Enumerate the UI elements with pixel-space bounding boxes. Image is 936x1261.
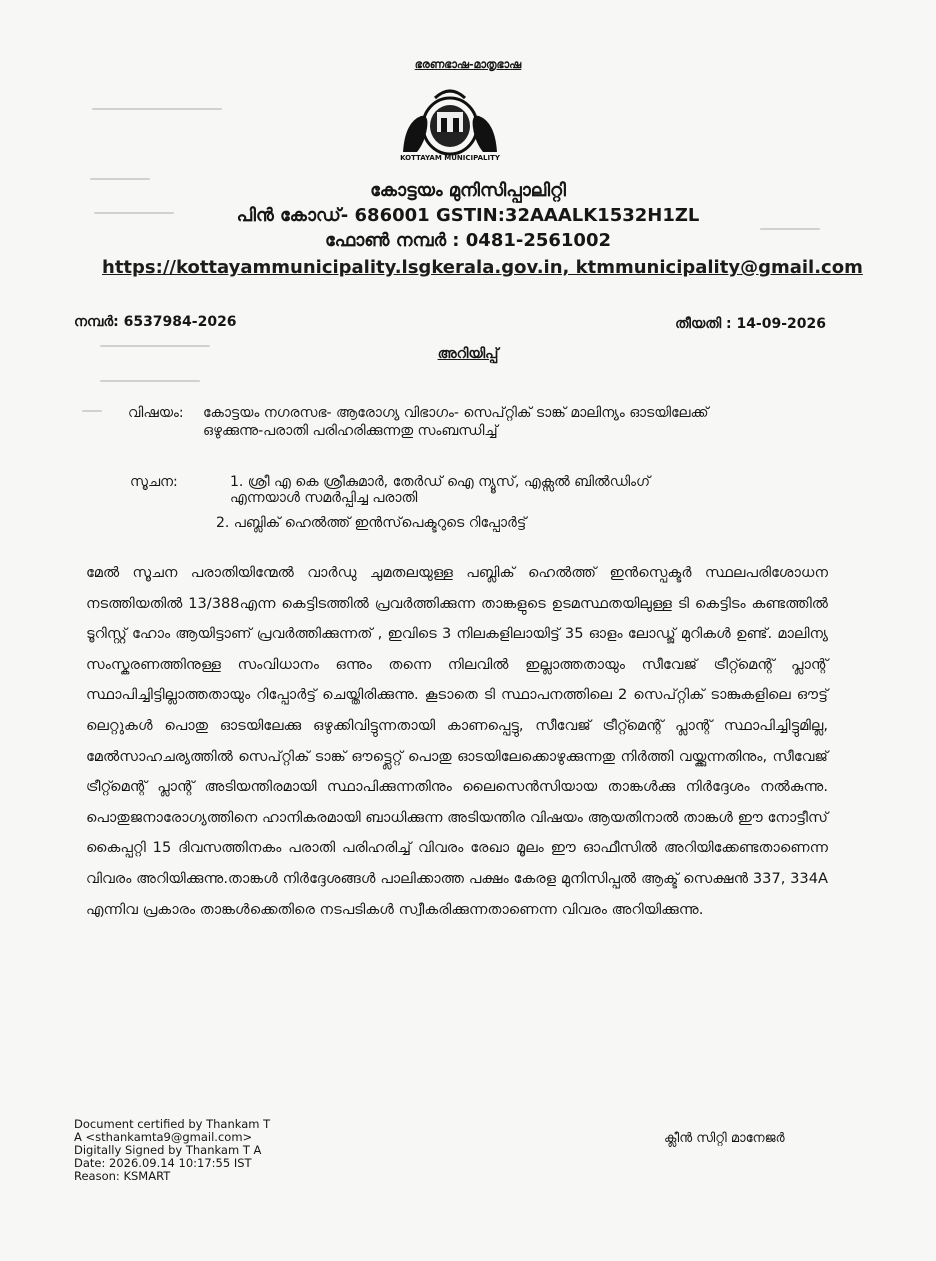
cert-line: Document certified by Thankam T <box>74 1117 271 1131</box>
notice-body: മേൽ സൂചന പരാതിയിന്മേൽ വാർഡു ചുമതലയുള്ള പബ്ലിക് ഹെൽത്ത് ഇൻസ്പെക്ടർ സ്ഥലപരിശോധന നടത്തിയതിൽ 13/388എന്ന കെട്ടിടത്തിൽ പ്രവർത്തിക്കുന്ന താങ്കളുടെ ഉടമസ്ഥതയിലുള്ള ടി കെട്ടിടം കണ്ടത്തിൽ ടൂറിസ്റ്റ് ഹോം ആയിട്ടാണ് പ്രവർത്തിക്കുന്നത് , ഇവിടെ 3 നിലകളിലായിട്ട് 35 ഓളം ലോഡ്ജ് മുറികൾ ഉണ്ട്. മാലിന്യ സംസ്കരണത്തിനുള്ള സംവിധാനം ഒന്നും തന്നെ നിലവിൽ ഇല്ലാത്തതായും സീവേജ് ട്രീറ്റ്മെന്റ് പ്ലാന്റ് സ്ഥാപിച്ചിട്ടില്ലാത്തതായും റിപ്പോർട്ട് ചെയ്തിരിക്കുന്നു. കൂടാതെ ടി സ്ഥാപനത്തിലെ 2 സെപ്റ്റിക് ടാങ്കുകളിലെ ഔട്ട് ലെറ്റുകൾ പൊതു ഓടയിലേക്കു ഒഴുക്കിവിട്ടുന്നതായി കാണപ്പെട്ടു, സീവേജ് ട്രീറ്റ്മെന്റ് പ്ലാന്റ് സ്ഥാപിച്ചിട്ടുമില്ല, മേൽസാഹചര്യത്തിൽ സെപ്റ്റിക് ടാങ്ക് ഔട്ട്ലെറ്റ് പൊതു ഓടയിലേക്കൊഴുക്കുന്നതു നിർത്തി വയ്ക്കുന്നതിനും, സീവേജ് ട്രീറ്റ്മെന്റ് പ്ലാന്റ് അടിയന്തിരമായി സ്ഥാപിക്കുന്നതിനും ലൈസെൻസിയായ താങ്കൾക്കു നിർദ്ദേശം നൽകുന്നു. പൊതുജനാരോഗ്യത്തിനെ ഹാനികരമായി ബാധിക്കുന്ന അടിയന്തിര വിഷയം ആയതിനാൽ താങ്കൾ ഈ നോട്ടീസ് കൈപ്പറ്റി 15 ദിവസത്തിനകം പരാതി പരിഹരിച്ച് വിവരം രേഖാ മൂലം ഈ ഓഫീസിൽ അറിയിക്കേണ്ടതാണെന്ന വിവരം അറിയിക്കുന്നു.താങ്കൾ നിർദ്ദേശങ്ങൾ പാലിക്കാത്ത പക്ഷം കേരള മുനിസിപ്പൽ ആക്ട് സെക്ഷൻ 337, 334A എന്നിവ പ്രകാരം താങ്കൾക്കെതിരെ നടപടികൾ സ്വീകരിക്കുന്നതാണെന്ന വിവരം അറിയിക്കുന്നു. <box>86 564 828 918</box>
scan-noise <box>82 410 102 412</box>
references-label: സൂചന: <box>130 474 178 490</box>
phone-number: ഫോൺ നമ്പർ : 0481-2561002 <box>324 230 612 251</box>
official-language-line: ഭരണഭാഷ-മാതൃഭാഷ <box>414 58 522 71</box>
cert-signed-by: Digitally Signed by Thankam T A <box>74 1143 262 1157</box>
reference-item-1-cont: എന്നയാൾ സമർപ്പിച്ച പരാതി <box>230 490 418 506</box>
cert-reason: Reason: KSMART <box>74 1169 171 1183</box>
cert-email: A <sthankamta9@gmail.com> <box>74 1130 253 1144</box>
notice-date: തീയതി : 14-09-2026 <box>675 316 826 332</box>
reference-item-2: 2. പബ്ലിക് ഹെൽത്ത് ഇൻസ്‌പെക്ടറുടെ റിപ്പോർട്ട് <box>216 515 527 531</box>
emblem-text: KOTTAYAM MUNICIPALITY <box>400 154 500 162</box>
scan-noise <box>100 380 200 382</box>
signatory-designation: ക്ലീൻ സിറ്റി മാനേജർ <box>664 1131 785 1146</box>
reference-number: നമ്പർ: 6537984-2026 <box>74 314 237 330</box>
subject-line-1: കോട്ടയം നഗരസഭ- ആരോഗ്യ വിഭാഗം- സെപ്റ്റിക് ടാങ്ക് മാലിന്യം ഓടയിലേക്ക് <box>203 405 709 421</box>
cert-date: Date: 2026.09.14 10:17:55 IST <box>74 1156 252 1170</box>
digital-signature-block <box>74 1118 270 1183</box>
reference-item-1: 1. ശ്രീ എ കെ ശ്രീകുമാർ, തേർഡ് ഐ ന്യൂസ്, എക്സൽ ബിൽഡിംഗ് <box>230 474 651 490</box>
website-email-link[interactable]: https://kottayammunicipality.lsgkerala.gov.in, ktmmunicipality@gmail.com <box>102 257 863 278</box>
office-name: കോട്ടയം മുനിസിപ്പാലിറ്റി <box>370 180 566 201</box>
subject-line-2: ഒഴുക്കുന്നു-പരാതി പരിഹരിക്കുന്നതു സംബന്ധിച്ച് <box>203 423 498 439</box>
pin-gstin: പിൻ കോഡ്- 686001 GSTIN:32AAALK1532H1ZL <box>236 205 700 226</box>
notice-title: അറിയിപ്പ് <box>437 346 499 362</box>
subject-label: വിഷയം: <box>128 405 184 421</box>
municipality-emblem <box>395 82 505 164</box>
scan-noise <box>92 108 222 110</box>
